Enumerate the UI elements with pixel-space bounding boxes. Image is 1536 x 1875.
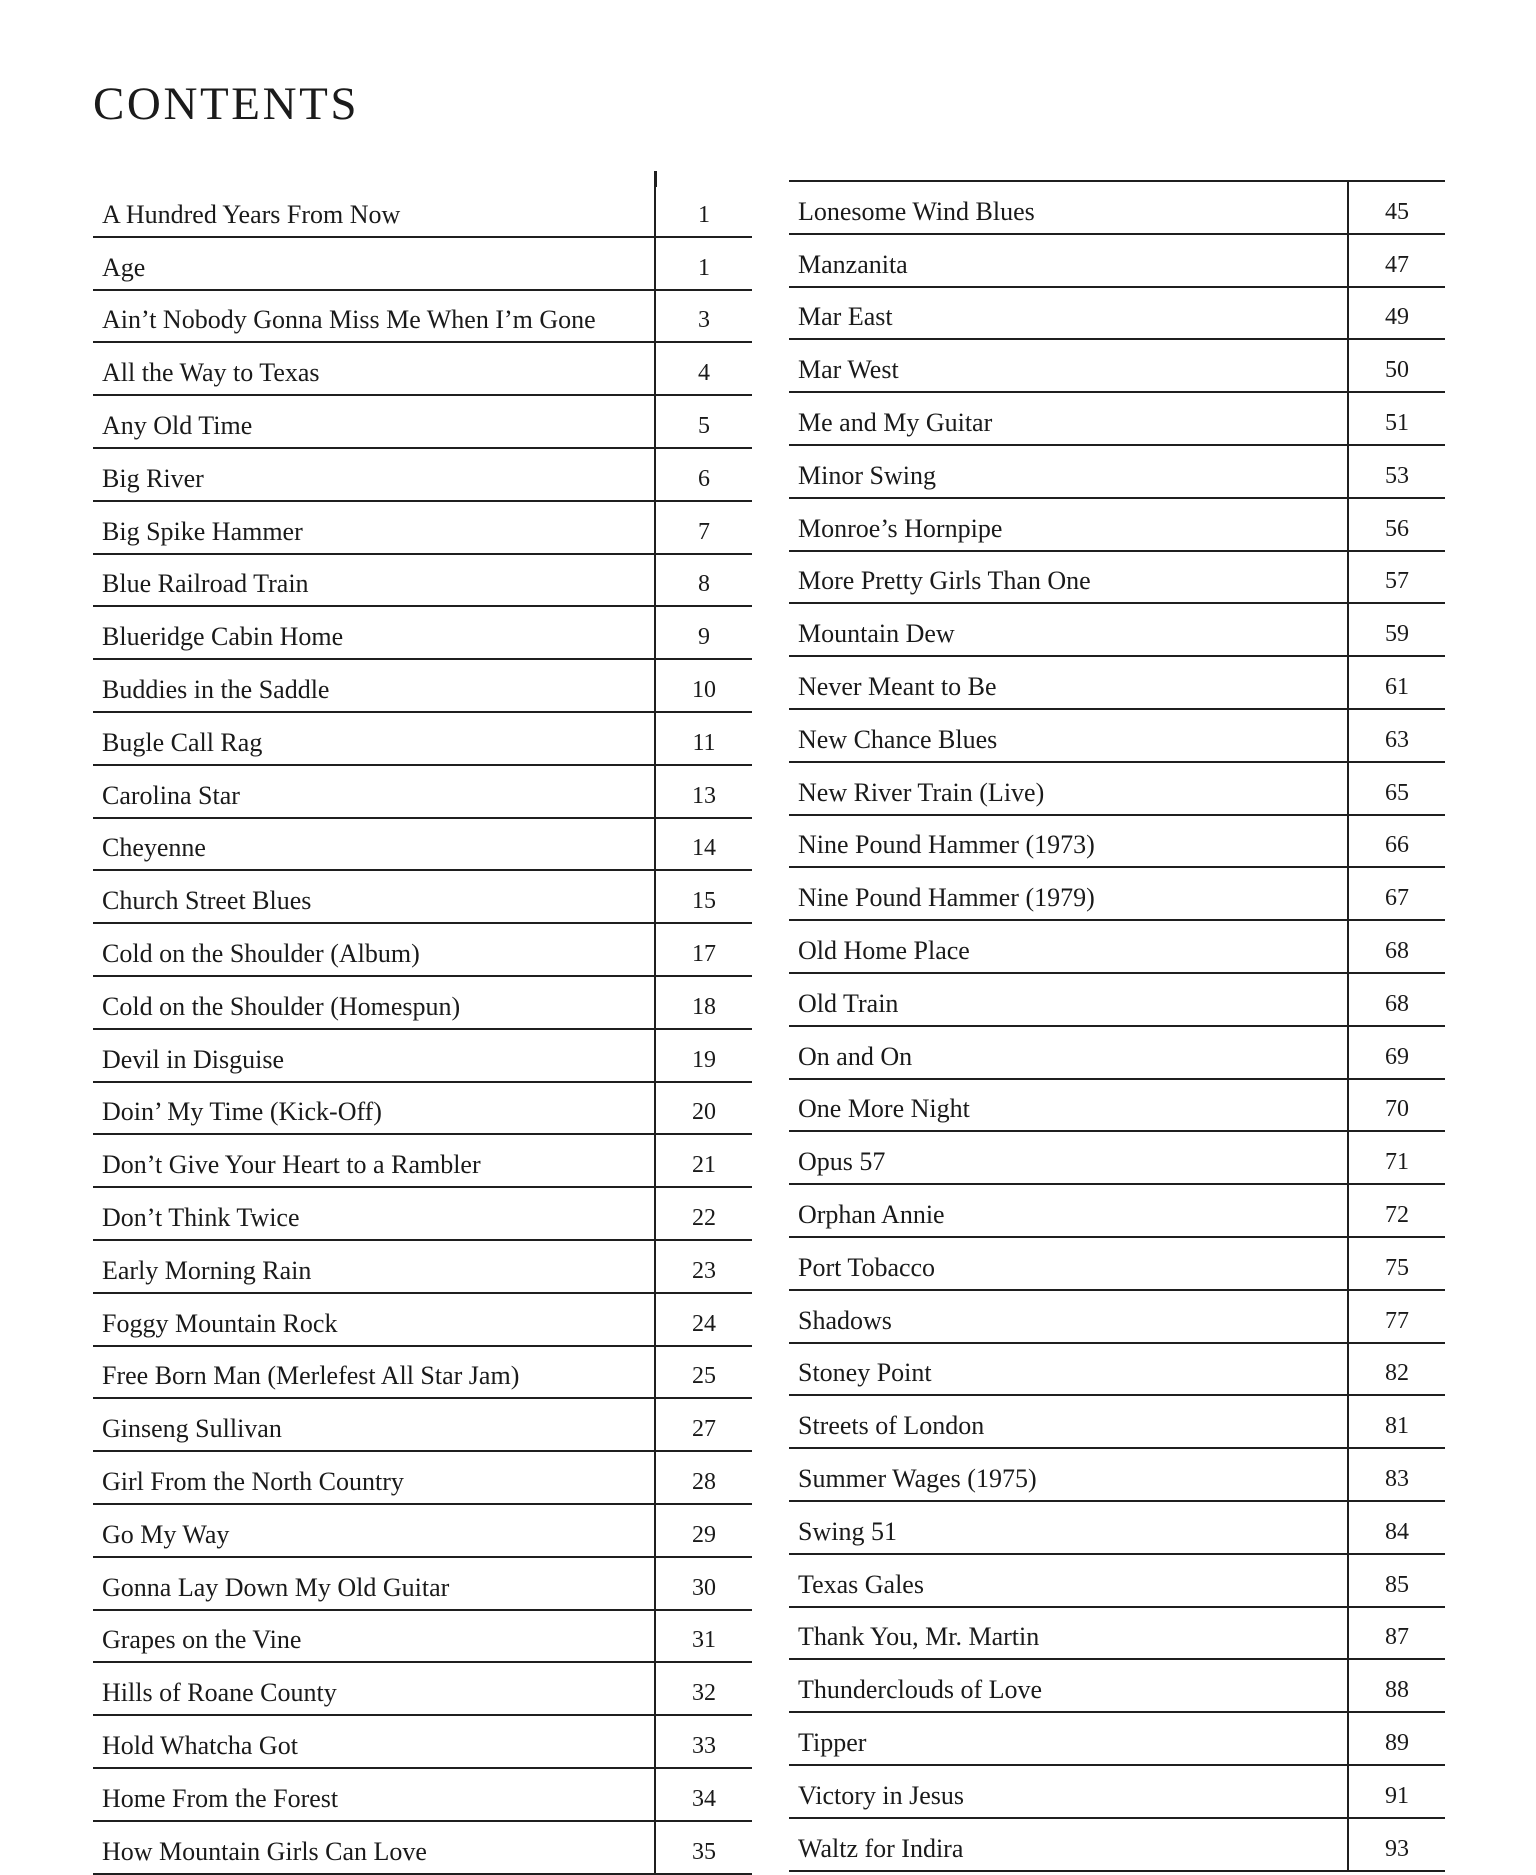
toc-entry[interactable] <box>93 1187 752 1240</box>
toc-entry[interactable] <box>789 1607 1445 1660</box>
toc-entry-title: Manzanita <box>789 234 1348 287</box>
toc-entry-title: Any Old Time <box>93 395 655 448</box>
toc-entry[interactable] <box>789 1554 1445 1607</box>
toc-entry-title: Texas Gales <box>789 1554 1348 1607</box>
toc-entry[interactable] <box>789 603 1445 656</box>
toc-entry-title: Tipper <box>789 1712 1348 1765</box>
toc-entry[interactable] <box>93 1821 752 1874</box>
toc-entry-title: Swing 51 <box>789 1501 1348 1554</box>
toc-entry-title: Orphan Annie <box>789 1184 1348 1237</box>
toc-entry-page: 33 <box>655 1715 752 1768</box>
toc-entry-page: 35 <box>655 1821 752 1874</box>
toc-entry-page: 7 <box>655 501 752 554</box>
toc-rows-left <box>93 185 752 1874</box>
toc-entry-page: 34 <box>655 1768 752 1821</box>
toc-entry-page: 27 <box>655 1398 752 1451</box>
toc-entry[interactable] <box>789 709 1445 762</box>
toc-entry[interactable] <box>93 818 752 871</box>
toc-entry-title: Port Tobacco <box>789 1237 1348 1290</box>
toc-entry[interactable] <box>93 712 752 765</box>
toc-entry-page: 84 <box>1348 1501 1445 1554</box>
toc-entry[interactable] <box>789 1501 1445 1554</box>
toc-entry[interactable] <box>789 656 1445 709</box>
toc-entry-title: Home From the Forest <box>93 1768 655 1821</box>
toc-entry-page: 21 <box>655 1134 752 1187</box>
toc-entry[interactable] <box>93 870 752 923</box>
toc-entry-title: Grapes on the Vine <box>93 1610 655 1663</box>
toc-entry[interactable] <box>789 815 1445 868</box>
toc-entry[interactable] <box>789 1712 1445 1765</box>
toc-entry[interactable] <box>93 1398 752 1451</box>
toc-entry[interactable] <box>789 234 1445 287</box>
toc-rows-right <box>789 181 1445 1871</box>
toc-entry-title: Go My Way <box>93 1504 655 1557</box>
toc-entry[interactable] <box>789 339 1445 392</box>
toc-entry-page: 49 <box>1348 287 1445 340</box>
toc-entry[interactable] <box>93 290 752 343</box>
toc-entry-page: 23 <box>655 1240 752 1293</box>
toc-entry[interactable] <box>789 973 1445 1026</box>
toc-entry-page: 28 <box>655 1451 752 1504</box>
toc-entry[interactable] <box>93 1346 752 1399</box>
toc-entry-title: Summer Wages (1975) <box>789 1448 1348 1501</box>
toc-entry-page: 15 <box>655 870 752 923</box>
toc-entry-title: Streets of London <box>789 1395 1348 1448</box>
toc-entry-page: 85 <box>1348 1554 1445 1607</box>
toc-entry-page: 65 <box>1348 762 1445 815</box>
toc-entry[interactable] <box>93 1293 752 1346</box>
toc-entry[interactable] <box>93 501 752 554</box>
toc-entry-page: 31 <box>655 1610 752 1663</box>
toc-entry[interactable] <box>93 1029 752 1082</box>
toc-entry-title: Mar West <box>789 339 1348 392</box>
toc-entry-title: Cold on the Shoulder (Album) <box>93 923 655 976</box>
toc-entry-page: 10 <box>655 659 752 712</box>
toc-entry-title: One More Night <box>789 1079 1348 1132</box>
toc-entry-title: Lonesome Wind Blues <box>789 181 1348 234</box>
toc-entry[interactable] <box>93 1240 752 1293</box>
toc-entry[interactable] <box>789 1184 1445 1237</box>
toc-entry[interactable] <box>789 1448 1445 1501</box>
toc-entry-title: More Pretty Girls Than One <box>789 551 1348 604</box>
toc-column-right <box>789 180 1445 1872</box>
toc-entry-page: 30 <box>655 1557 752 1610</box>
toc-entry-title: Big Spike Hammer <box>93 501 655 554</box>
toc-entry-page: 20 <box>655 1082 752 1135</box>
toc-table-right <box>789 180 1445 1872</box>
toc-entry-page: 32 <box>655 1662 752 1715</box>
toc-entry-title: Old Train <box>789 973 1348 1026</box>
toc-column-left <box>93 185 752 1875</box>
toc-entry-page: 81 <box>1348 1395 1445 1448</box>
toc-entry[interactable] <box>789 181 1445 234</box>
toc-entry-title: Victory in Jesus <box>789 1765 1348 1818</box>
toc-entry-page: 29 <box>655 1504 752 1557</box>
toc-entry[interactable] <box>789 1290 1445 1343</box>
toc-entry-title: Opus 57 <box>789 1131 1348 1184</box>
toc-entry-title: Cheyenne <box>93 818 655 871</box>
toc-entry-page: 14 <box>655 818 752 871</box>
toc-entry[interactable] <box>789 1818 1445 1871</box>
toc-entry-title: Stoney Point <box>789 1343 1348 1396</box>
toc-entry-page: 3 <box>655 290 752 343</box>
toc-entry-page: 51 <box>1348 392 1445 445</box>
toc-entry[interactable] <box>93 1557 752 1610</box>
column-divider-stub <box>654 171 657 187</box>
toc-entry-page: 69 <box>1348 1026 1445 1079</box>
toc-entry-page: 1 <box>655 185 752 237</box>
toc-entry-page: 45 <box>1348 181 1445 234</box>
toc-entry-page: 57 <box>1348 551 1445 604</box>
toc-entry[interactable] <box>789 1237 1445 1290</box>
toc-entry-page: 61 <box>1348 656 1445 709</box>
toc-entry-page: 63 <box>1348 709 1445 762</box>
toc-entry[interactable] <box>789 1079 1445 1132</box>
toc-entry-title: Age <box>93 237 655 290</box>
toc-entry[interactable] <box>93 342 752 395</box>
page-title: CONTENTS <box>93 78 360 130</box>
toc-entry-page: 24 <box>655 1293 752 1346</box>
toc-entry-title: Big River <box>93 448 655 501</box>
toc-entry[interactable] <box>93 237 752 290</box>
toc-entry[interactable] <box>93 1451 752 1504</box>
toc-entry-title: Doin’ My Time (Kick-Off) <box>93 1082 655 1135</box>
toc-entry[interactable] <box>789 1131 1445 1184</box>
toc-entry-page: 59 <box>1348 603 1445 656</box>
toc-entry-page: 13 <box>655 765 752 818</box>
toc-entry-page: 91 <box>1348 1765 1445 1818</box>
toc-entry-page: 68 <box>1348 973 1445 1026</box>
toc-entry-title: Me and My Guitar <box>789 392 1348 445</box>
toc-entry-page: 67 <box>1348 867 1445 920</box>
toc-entry-page: 89 <box>1348 1712 1445 1765</box>
toc-entry-title: Shadows <box>789 1290 1348 1343</box>
toc-entry-title: New River Train (Live) <box>789 762 1348 815</box>
toc-entry[interactable] <box>93 765 752 818</box>
toc-entry[interactable] <box>789 445 1445 498</box>
toc-entry-page: 82 <box>1348 1343 1445 1396</box>
toc-entry-page: 5 <box>655 395 752 448</box>
toc-entry-page: 1 <box>655 237 752 290</box>
toc-entry-page: 75 <box>1348 1237 1445 1290</box>
toc-entry[interactable] <box>789 551 1445 604</box>
toc-entry-page: 93 <box>1348 1818 1445 1871</box>
toc-entry[interactable] <box>93 1610 752 1663</box>
toc-entry-title: Blue Railroad Train <box>93 554 655 607</box>
toc-entry-page: 53 <box>1348 445 1445 498</box>
toc-entry-title: Don’t Think Twice <box>93 1187 655 1240</box>
toc-entry[interactable] <box>93 185 752 237</box>
toc-entry[interactable] <box>789 762 1445 815</box>
toc-entry-title: Thank You, Mr. Martin <box>789 1607 1348 1660</box>
toc-entry-title: Monroe’s Hornpipe <box>789 498 1348 551</box>
toc-entry-title: Free Born Man (Merlefest All Star Jam) <box>93 1346 655 1399</box>
toc-entry-title: Minor Swing <box>789 445 1348 498</box>
toc-entry-title: Hills of Roane County <box>93 1662 655 1715</box>
toc-entry[interactable] <box>93 976 752 1029</box>
toc-entry[interactable] <box>93 1134 752 1187</box>
toc-entry-title: Bugle Call Rag <box>93 712 655 765</box>
toc-entry-title: Mountain Dew <box>789 603 1348 656</box>
toc-entry-title: Mar East <box>789 287 1348 340</box>
toc-entry-page: 68 <box>1348 920 1445 973</box>
toc-entry-page: 66 <box>1348 815 1445 868</box>
toc-entry-title: Nine Pound Hammer (1979) <box>789 867 1348 920</box>
toc-entry-page: 83 <box>1348 1448 1445 1501</box>
toc-entry[interactable] <box>789 1343 1445 1396</box>
toc-entry-page: 88 <box>1348 1659 1445 1712</box>
toc-entry-title: Never Meant to Be <box>789 656 1348 709</box>
toc-entry-page: 70 <box>1348 1079 1445 1132</box>
toc-entry-title: Thunderclouds of Love <box>789 1659 1348 1712</box>
toc-entry-title: A Hundred Years From Now <box>93 185 655 237</box>
toc-entry[interactable] <box>93 1662 752 1715</box>
toc-entry-page: 47 <box>1348 234 1445 287</box>
toc-entry-page: 22 <box>655 1187 752 1240</box>
toc-entry-title: Church Street Blues <box>93 870 655 923</box>
toc-entry-title: Ain’t Nobody Gonna Miss Me When I’m Gone <box>93 290 655 343</box>
toc-entry-title: Nine Pound Hammer (1973) <box>789 815 1348 868</box>
toc-entry-page: 9 <box>655 606 752 659</box>
toc-entry[interactable] <box>789 287 1445 340</box>
toc-entry-title: Gonna Lay Down My Old Guitar <box>93 1557 655 1610</box>
toc-table-left <box>93 185 752 1875</box>
toc-entry[interactable] <box>93 1768 752 1821</box>
toc-entry-title: Cold on the Shoulder (Homespun) <box>93 976 655 1029</box>
toc-entry[interactable] <box>789 1395 1445 1448</box>
toc-entry-page: 71 <box>1348 1131 1445 1184</box>
toc-entry-page: 19 <box>655 1029 752 1082</box>
toc-entry-title: On and On <box>789 1026 1348 1079</box>
toc-entry[interactable] <box>789 1659 1445 1712</box>
toc-entry[interactable] <box>93 448 752 501</box>
toc-entry-page: 50 <box>1348 339 1445 392</box>
toc-entry-title: How Mountain Girls Can Love <box>93 1821 655 1874</box>
toc-entry[interactable] <box>93 1082 752 1135</box>
toc-entry-title: Buddies in the Saddle <box>93 659 655 712</box>
toc-entry-title: Devil in Disguise <box>93 1029 655 1082</box>
toc-entry-title: Waltz for Indira <box>789 1818 1348 1871</box>
toc-entry[interactable] <box>789 498 1445 551</box>
toc-entry-title: Don’t Give Your Heart to a Rambler <box>93 1134 655 1187</box>
toc-entry-page: 25 <box>655 1346 752 1399</box>
toc-entry[interactable] <box>93 659 752 712</box>
toc-entry[interactable] <box>789 392 1445 445</box>
toc-entry-page: 4 <box>655 342 752 395</box>
toc-entry[interactable] <box>93 395 752 448</box>
toc-entry-page: 56 <box>1348 498 1445 551</box>
toc-entry-title: Girl From the North Country <box>93 1451 655 1504</box>
toc-entry-page: 72 <box>1348 1184 1445 1237</box>
toc-entry-title: Hold Whatcha Got <box>93 1715 655 1768</box>
toc-entry-title: New Chance Blues <box>789 709 1348 762</box>
toc-entry[interactable] <box>93 554 752 607</box>
toc-entry[interactable] <box>93 606 752 659</box>
toc-entry[interactable] <box>93 923 752 976</box>
toc-entry-title: Foggy Mountain Rock <box>93 1293 655 1346</box>
toc-entry[interactable] <box>93 1715 752 1768</box>
toc-entry[interactable] <box>789 1765 1445 1818</box>
toc-entry[interactable] <box>789 920 1445 973</box>
toc-entry[interactable] <box>93 1504 752 1557</box>
toc-entry-page: 18 <box>655 976 752 1029</box>
toc-entry-title: Old Home Place <box>789 920 1348 973</box>
toc-entry-page: 17 <box>655 923 752 976</box>
toc-entry-title: Carolina Star <box>93 765 655 818</box>
toc-entry[interactable] <box>789 867 1445 920</box>
toc-entry-page: 77 <box>1348 1290 1445 1343</box>
toc-entry-page: 8 <box>655 554 752 607</box>
toc-entry-title: All the Way to Texas <box>93 342 655 395</box>
toc-entry-title: Early Morning Rain <box>93 1240 655 1293</box>
toc-entry-page: 6 <box>655 448 752 501</box>
toc-entry-page: 11 <box>655 712 752 765</box>
toc-entry-page: 87 <box>1348 1607 1445 1660</box>
toc-entry-title: Ginseng Sullivan <box>93 1398 655 1451</box>
toc-entry-title: Blueridge Cabin Home <box>93 606 655 659</box>
toc-entry[interactable] <box>789 1026 1445 1079</box>
